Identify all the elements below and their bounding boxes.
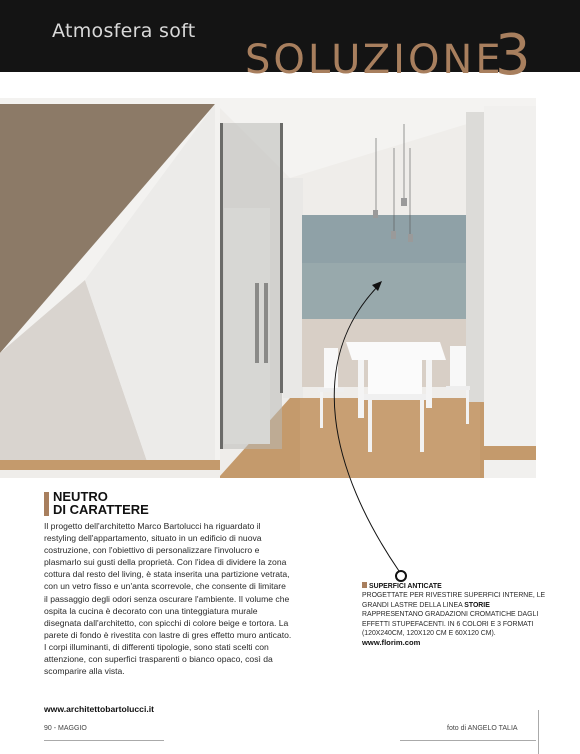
callout-website[interactable]: www.florim.com <box>362 638 421 648</box>
callout-marker <box>395 570 407 582</box>
callout-text-before: PROGETTATE PER RIVESTIRE SUPERFICI INTERNE, LE GRANDI LASTRE DELLA LINEA <box>362 592 546 609</box>
article-heading <box>53 490 149 516</box>
solution-number: 3 <box>495 23 531 88</box>
interior-photo <box>0 98 536 478</box>
article-body: Il progetto dell'architetto Marco Bartolucci ha riguardato il restyling dell'appartamento, situato in un edificio di nuova costruzione, con l'obiettivo di personalizzare l'involucro e plasmarlo sui gusti della proprietà. Con l'idea di dividere la zona cottura dal resto del living, è stata inserita una partizione vetrata, con un vetro fisso e un'anta scorrevole, che consente di limitare il passaggio degli odori senza oscurare l'ambiente. Il volume che ospita la cucina è decorato con una tinteggiatura murale disegnata dall'architetto, con spicchi di colore beige e tortora. La parete di fondo è rivestita con lastre di gres effetto muro anticato. I corpi illuminanti, di differenti tipologie, sono stati scelti con attenzione, con superfici trasparenti o bianco opaco, così da scomparire alla vista. <box>44 521 292 677</box>
page-number: 90 - MAGGIO <box>44 725 87 732</box>
callout-text-after: RAPPRESENTANO GRADAZIONI CROMATICHE DAGLI EFFETTI STUPEFACENTI. IN 6 COLORI E 3 FORMATI (120X240CM, 120X120 CM E 60X120 CM). <box>362 611 539 638</box>
architect-website[interactable]: www.architettobartolucci.it <box>44 704 154 714</box>
heading-accent-bar <box>44 492 49 516</box>
solution-label: SOLUZIONE <box>245 37 504 83</box>
product-callout <box>362 582 548 648</box>
heading-line-1: NEUTRO <box>53 489 108 504</box>
footer-rule-right <box>400 740 536 741</box>
callout-product-line: STORIE <box>464 601 490 609</box>
callout-text <box>362 591 548 638</box>
callout-square-icon <box>362 582 367 588</box>
crop-mark <box>538 710 539 754</box>
footer-rule-left <box>44 740 164 741</box>
section-title: Atmosfera soft <box>52 20 196 42</box>
photo-credit: foto di ANGELO TALIA <box>447 725 518 732</box>
heading-line-2: DI CARATTERE <box>53 502 149 517</box>
callout-title: SUPERFICI ANTICATE <box>369 583 442 590</box>
